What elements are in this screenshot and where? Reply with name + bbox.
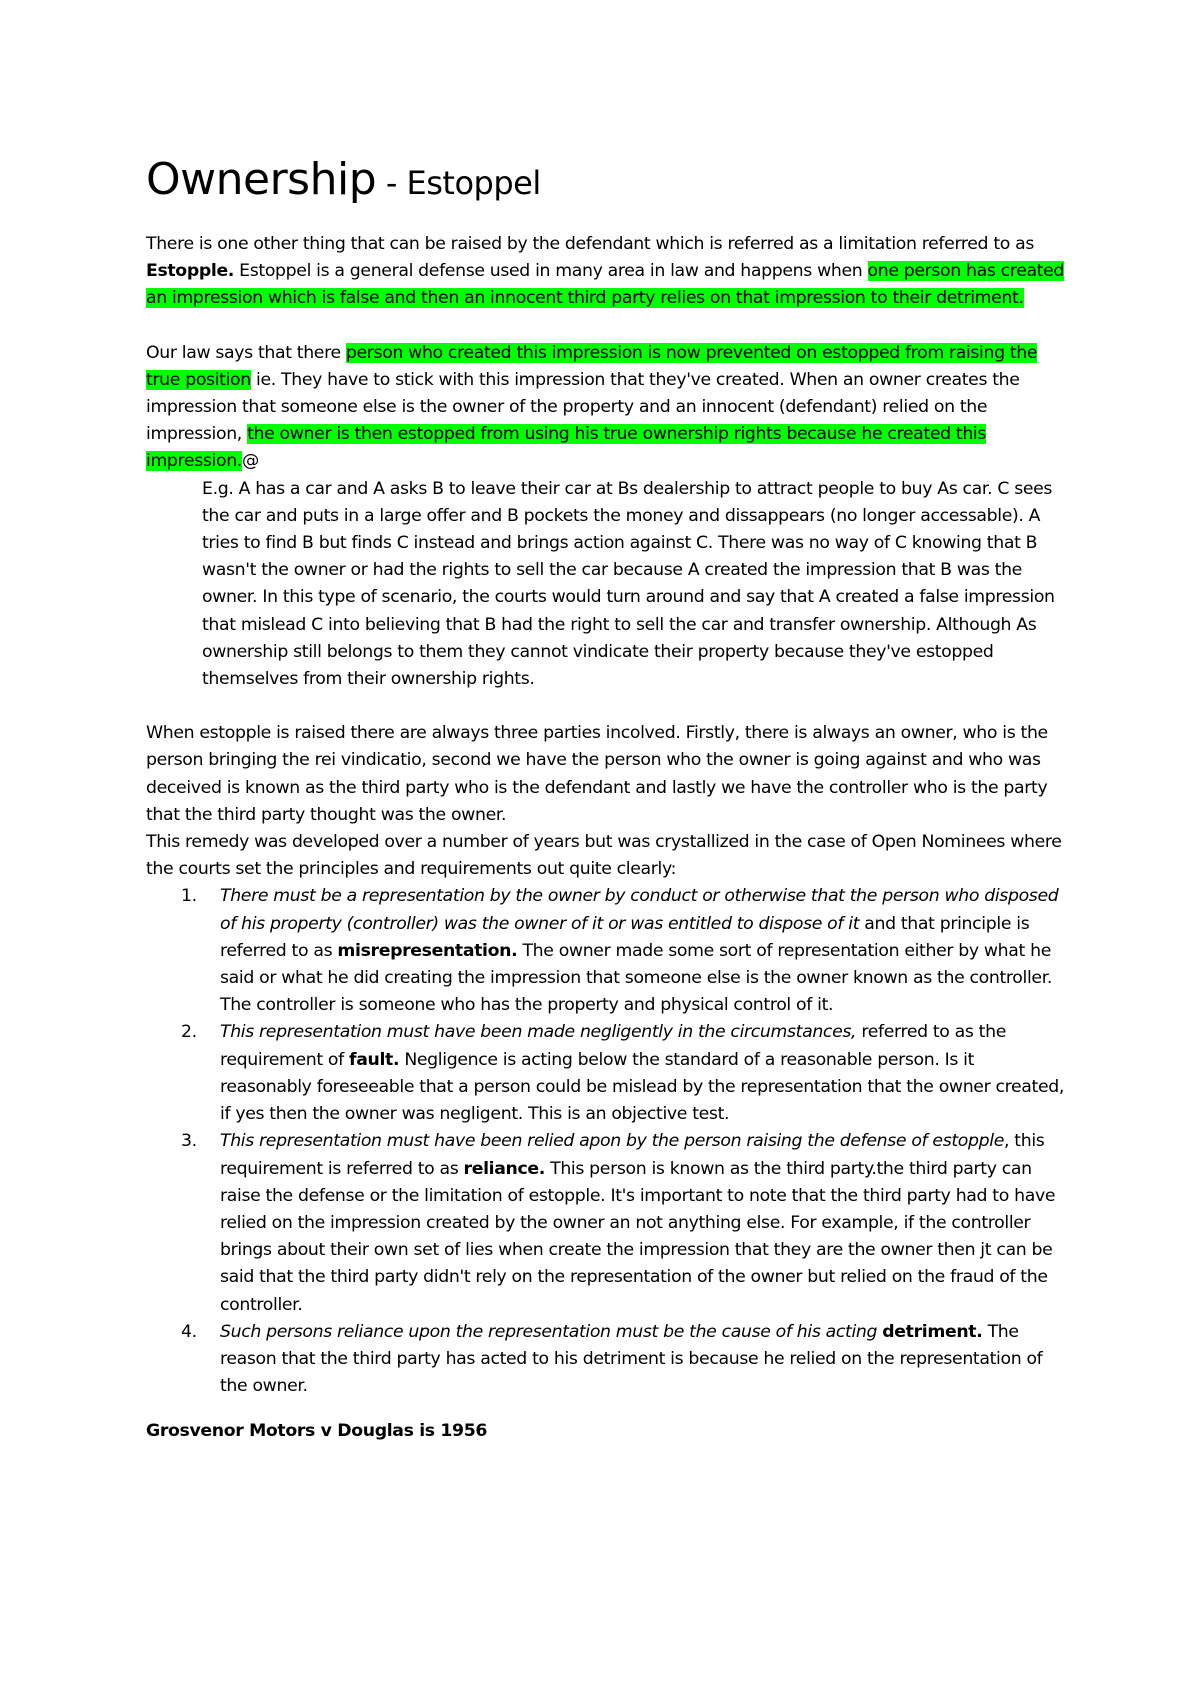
requirement-pre: referred to as the requirement of [220,1022,1006,1070]
requirement-pre: , this requirement is referred to as [220,1131,1045,1179]
requirement-italic: Such persons reliance upon the representation must be the cause of his acting [220,1321,878,1342]
list-item [146,1319,1066,1401]
highlight-prevented: person who created this impression is now prevented on estopped from raising the true position [146,342,1038,390]
estopple-term: Estopple. [146,261,235,282]
requirement-term: reliance. [463,1158,545,1179]
parties-paragraph: When estopple is raised there are always three parties incolved. Firstly, there is always an owner, who is the person bringing the rei vindicatio, second we have the person who the owner is going against and who was deceived is known as the third party who is the defendant and lastly we have the controller who is the party that the third party thought was the owner. [146,723,1048,825]
requirement-post: The owner made some sort of representation either by what he said or what he did creating the impression that someone else is the owner known as the controller. The controller is someone who has the property and physical control of it. [220,940,1053,1016]
law-text-c: ie. They have to stick with this impression that they've created. When an owner creates the impression that someone else is the owner of the property and an innocent (defendant) relied on the impression, [146,369,1020,445]
requirement-pre: and that principle is referred to as [220,913,1030,961]
requirement-term: fault. [349,1049,400,1070]
document-body [146,150,1066,1463]
requirement-italic: This representation must have been made negligently in the circumstances, [220,1022,857,1043]
highlight-definition: one person has created an impression which is false and then an innocent third party relies on that impression to their detriment. [146,261,1065,309]
requirement-post: This person is known as the third party.the third party can raise the defense or the limitation of estopple. It's important to note that the third party had to have relied on the impression created by the owner an not anything else. For example, if the controller brings about their own set of lies when create the impression that they are the owner then jt can be said that the third party didn't rely on the representation of the owner but relied on the fraud of the controller. [220,1158,1056,1315]
list-item [146,1019,1066,1128]
case-heading: Grosvenor Motors v Douglas is 1956 [146,1421,488,1442]
list-number: 3. [181,1131,197,1152]
spacer [146,313,1066,340]
requirement-term: misrepresentation. [337,940,518,961]
law-text-a: Our law says that there [146,342,346,363]
requirements-list [146,883,1066,1400]
page-title [146,150,1066,213]
remedy-paragraph: This remedy was developed over a number of years but was crystallized in the case of Open Nominees where the courts set the principles and requirements out quite clearly: [146,832,1062,880]
law-paragraph [146,340,1066,476]
list-item [146,1128,1066,1318]
requirement-italic: There must be a representation by the owner by conduct or otherwise that the person who disposed of his property (controller) was the owner of it or was entitled to dispose of it [220,886,1059,934]
list-item [146,883,1066,1019]
requirement-term: detriment. [882,1321,983,1342]
title-separator: - [376,164,407,202]
requirement-italic: This representation must have been relied apon by the person raising the defense of estopple [220,1131,1004,1152]
requirement-post: Negligence is acting below the standard of a reasonable person. Is it reasonably foreseeable that a person could be mislead by the representation that the owner created, if yes then the owner was negligent. This is an objective test. [220,1049,1065,1125]
intro-paragraph [146,231,1066,313]
list-number: 2. [181,1022,197,1043]
title-main: Ownership [146,154,377,205]
intro-text-a: There is one other thing that can be raised by the defendant which is referred as a limitation referred to as [146,234,1034,254]
spacer [146,693,1066,720]
list-number: 1. [181,886,197,907]
law-text-e: @ [241,451,259,472]
intro-text-c: Estoppel is a general defense used in many area in law and happens when [234,261,868,282]
example-paragraph: E.g. A has a car and A asks B to leave their car at Bs dealership to attract people to buy As car. C sees the car and puts in a large offer and B pockets the money and dissappears (no longer accessable). A tries to find B but finds C instead and brings action against C. There was no way of C knowing that B wasn't the owner or had the rights to sell the car because A created the impression that B was the owner. In this type of scenario, the courts would turn around and say that A created a false impression that mislead C into believing that B had the right to sell the car and transfer ownership. Although As ownership still belongs to them they cannot vindicate their property because they've estopped themselves from their ownership rights. [202,478,1055,690]
highlight-estopped: the owner is then estopped from using his true ownership rights because he created this impression. [146,424,987,472]
list-number: 4. [181,1321,197,1342]
requirement-post: The reason that the third party has acted to his detriment is because he relied on the representation of the owner. [220,1321,1043,1397]
title-subtitle: Estoppel [406,164,541,202]
